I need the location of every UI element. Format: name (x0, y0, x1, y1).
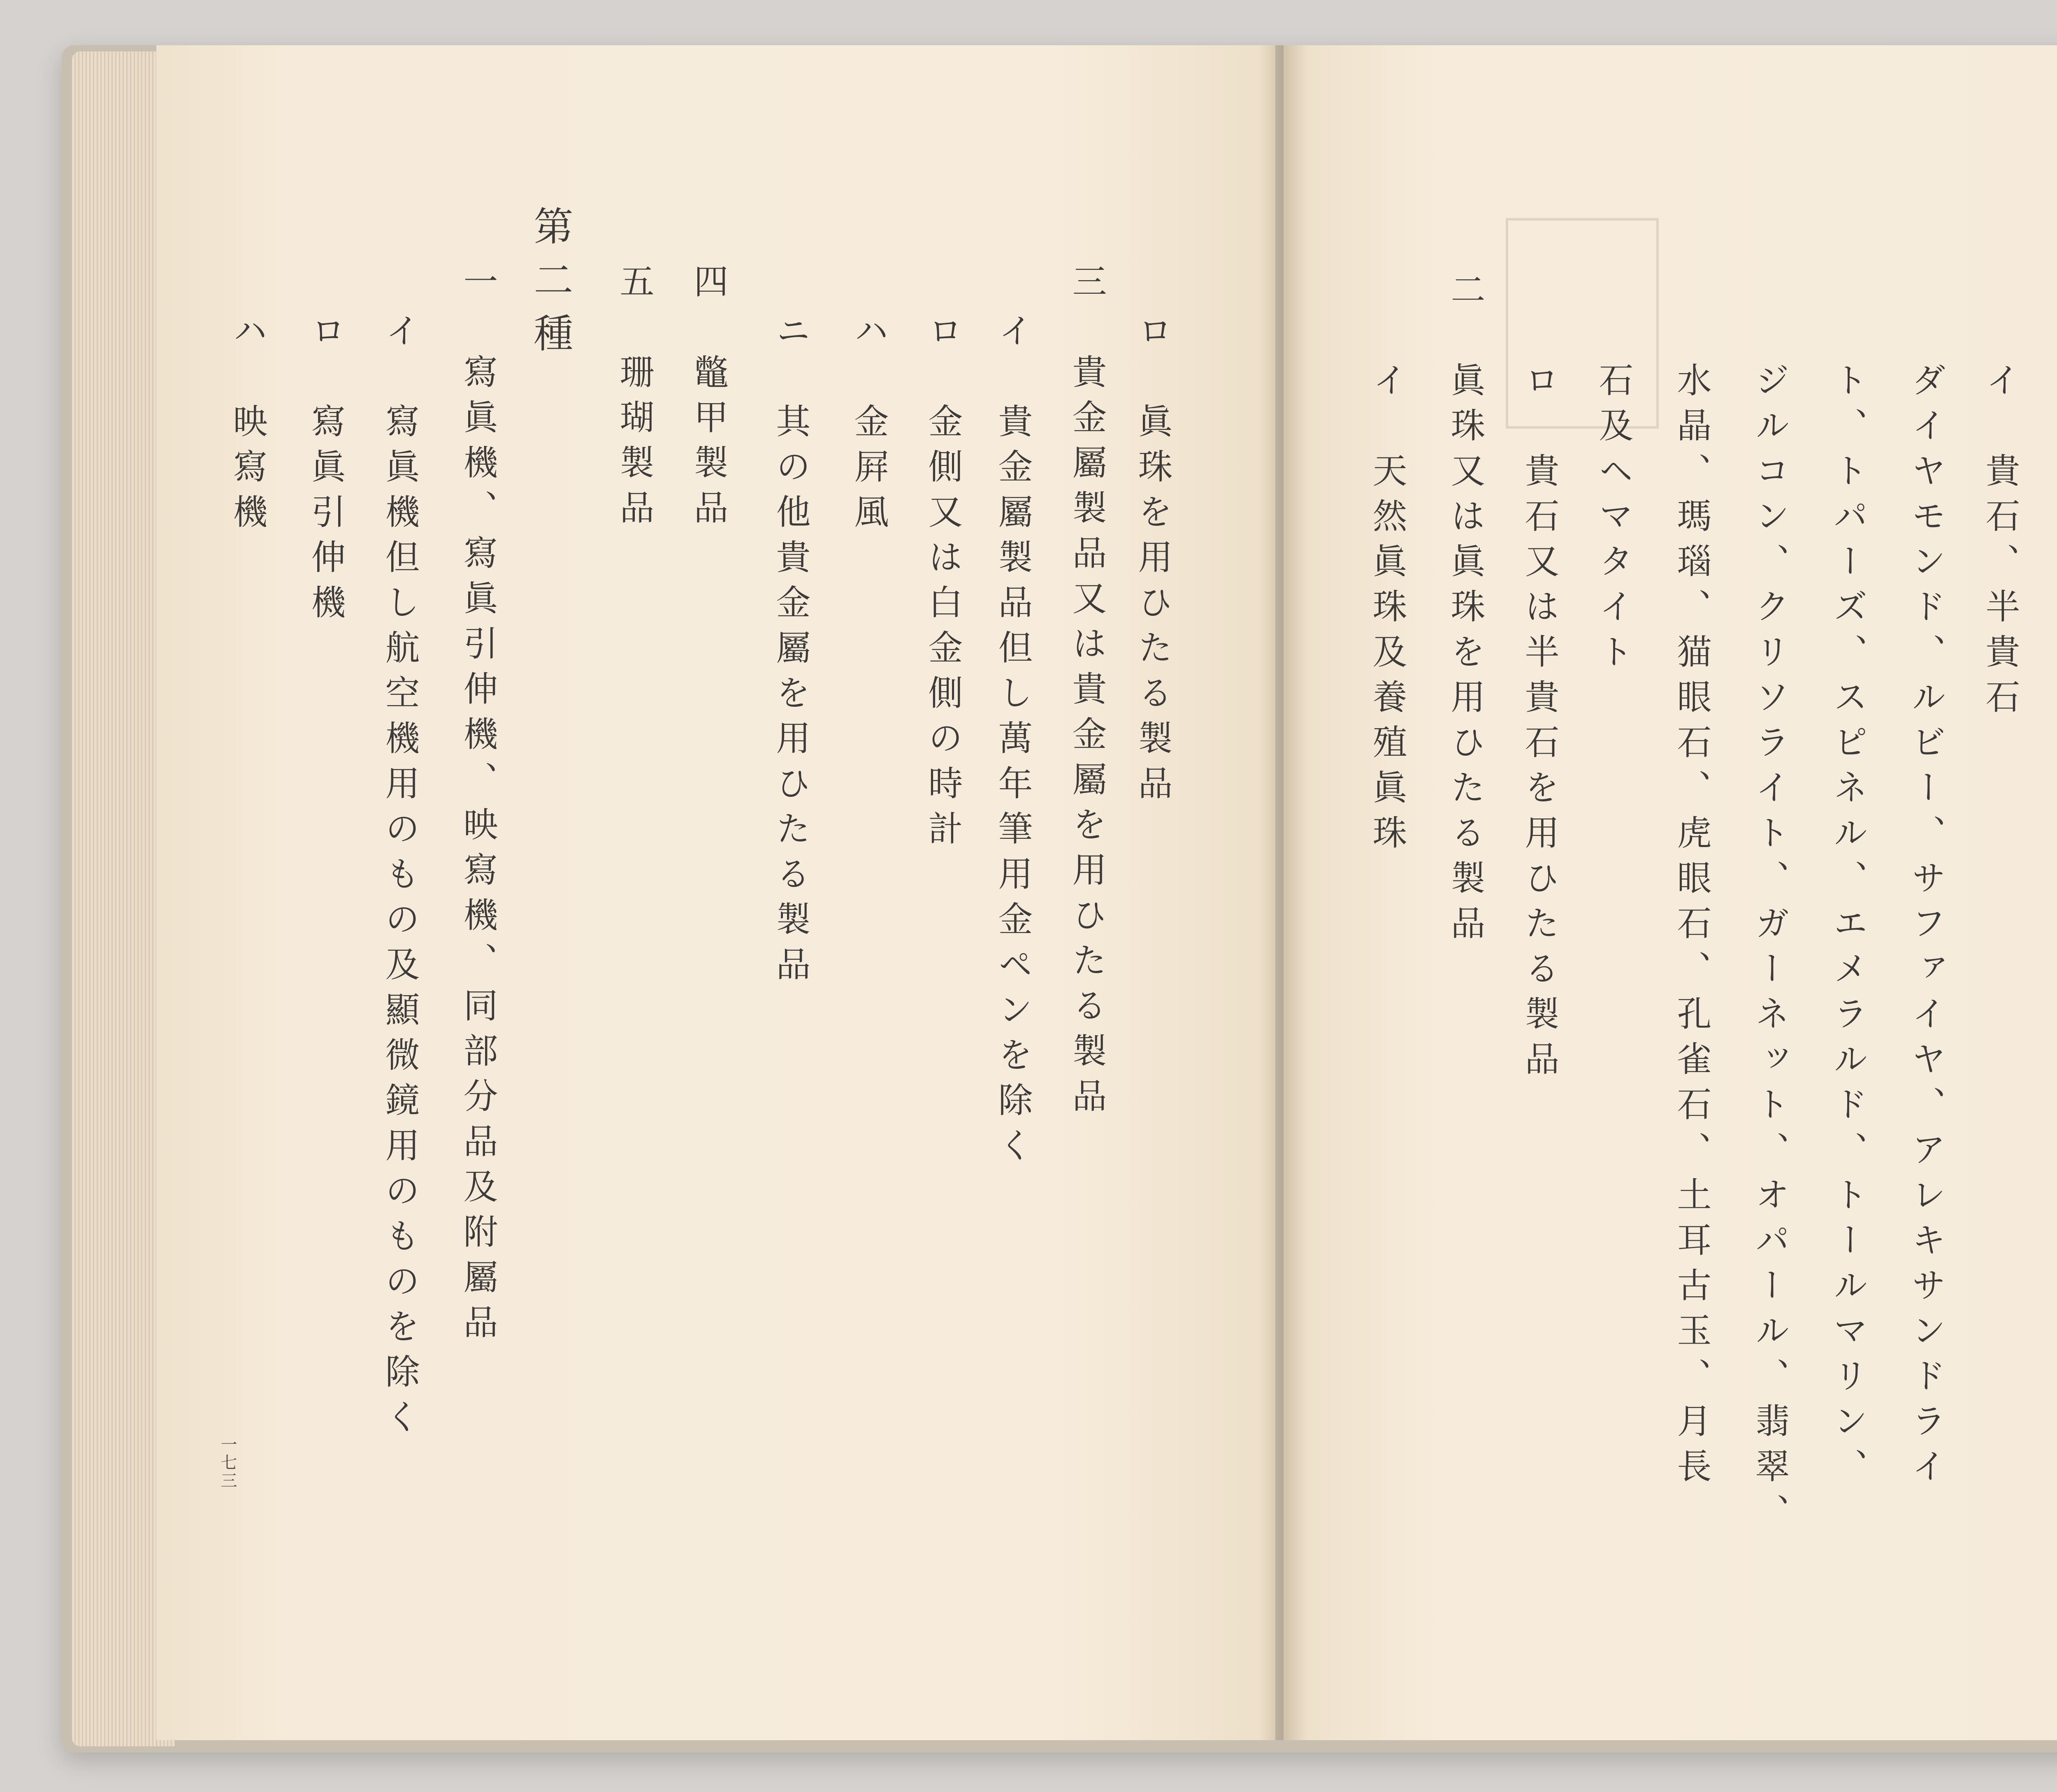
left-col-11: イ 寫眞機但し航空機用のもの及顯微鏡用のものを除く (380, 313, 420, 1444)
right-col-9: ロ 貴石又は半貴石を用ひたる製品 (1519, 362, 1560, 1086)
left-col-10: 一 寫眞機、寫眞引伸機、映寫機、同部分品及附屬品 (458, 263, 498, 1349)
left-col-8: 五 珊瑚製品 (614, 263, 655, 535)
book-gutter (1259, 45, 1308, 1740)
right-col-5: ト、トパーズ、スピネル、エメラルド、トールマリン、 (1828, 362, 1868, 1493)
left-col-3: イ 貴金屬製品但し萬年筆用金ペンを除く (993, 313, 1033, 1172)
left-col-5: ハ 金屛風 (849, 313, 889, 539)
left-page-number: 一七三 (218, 1436, 237, 1490)
left-col-2: 三 貴金屬製品又は貴金屬を用ひたる製品 (1067, 263, 1107, 1123)
left-col-6: ニ 其の他貴金屬を用ひたる製品 (771, 313, 811, 991)
right-col-10: 二 眞珠又は眞珠を用ひたる製品 (1445, 272, 1486, 950)
left-col-13: ハ 映寫機 (228, 313, 268, 539)
left-col-1: ロ 眞珠を用ひたる製品 (1133, 313, 1173, 810)
right-col-8: 石及ヘマタイト (1593, 362, 1634, 679)
right-col-4: ダイヤモンド、ルビー、サファイヤ、アレキサンドライ (1906, 362, 1946, 1493)
left-section-heading: 第二種 (527, 206, 573, 366)
right-col-7: 水晶、瑪瑙、猫眼石、虎眼石、孔雀石、土耳古玉、月長 (1672, 362, 1712, 1493)
left-col-7: 四 鼈甲製品 (688, 263, 729, 535)
left-col-12: ロ 寫眞引伸機 (306, 313, 346, 629)
left-col-4: ロ 金側又は白金側の時計 (923, 313, 963, 856)
right-col-11: イ 天然眞珠及養殖眞珠 (1367, 362, 1407, 860)
right-col-6: ジルコン、クリソライト、ガーネット、オパール、翡翠、 (1750, 362, 1790, 1539)
right-col-3: イ 貴石、半貴石 (1980, 362, 2020, 724)
